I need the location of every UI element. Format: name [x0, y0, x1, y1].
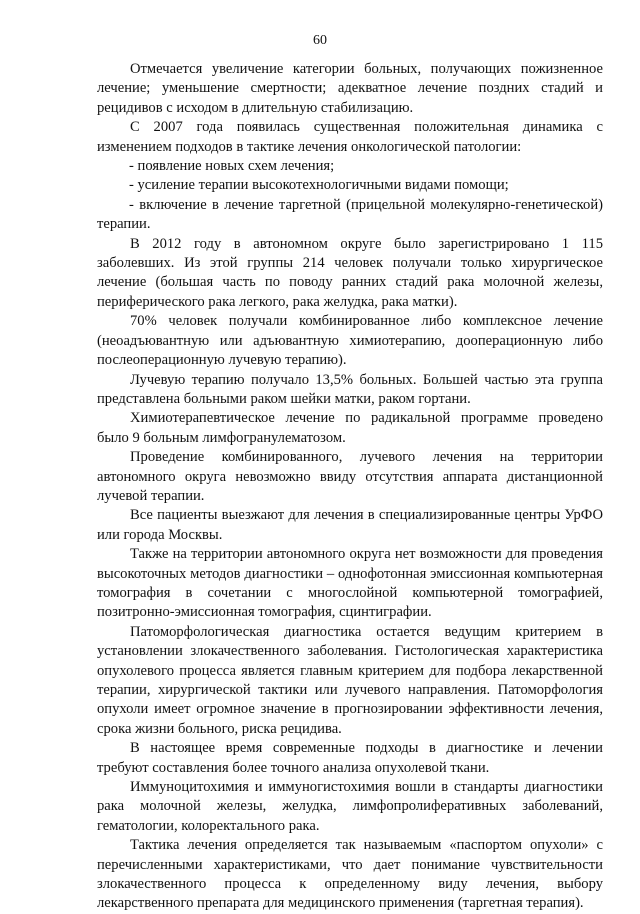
paragraph-no-remote-radiation: Проведение комбинированного, лучевого лечения на территории автономного округа невозможно ввиду отсутствия аппарата дистанционной лучевой терапии.: [97, 449, 603, 504]
paragraph-patients-travel: Все пациенты выезжают для лечения в специализированные центры УрФО или города Москвы.: [97, 507, 603, 543]
paragraph-pathomorphology: Патоморфологическая диагностика остается ведущим критерием в установлении злокачественного заболевания. Гистологическая характеристика опухолевого процесса является главным критерием для подбора лекарственной терапии, хирургической тактики или лучевого направления. Патоморфология опухоли имеет огромное значение в прогнозировании эффективности лечения, срока жизни больного, риска рецидива.: [97, 623, 603, 737]
paragraph-immunochemistry: Иммуноцитохимия и иммуногистохимия вошли в стандарты диагностики рака молочной железы, желудка, лимфопролиферативных заболеваний, гематологии, колоректального рака.: [97, 779, 603, 834]
paragraph-tumor-passport: Тактика лечения определяется так называемым «паспортом опухоли» с перечисленными характеристиками, что дает понимание чувствительности злокачественного процесса к определенному виду лечения, выбору лекарственного препарата для медицинского применения (таргетная терапия).: [97, 837, 603, 912]
paragraph-chemotherapy: Химиотерапевтическое лечение по радикальной программе проведено было 9 больным лимфогранулематозом.: [97, 410, 603, 446]
list-item-high-tech: - усиление терапии высокотехнологичными видами помощи;: [129, 177, 509, 194]
list-item-new-schemes: - появление новых схем лечения;: [129, 158, 335, 175]
paragraph-radiation: Лучевую терапию получало 13,5% больных. Большей частью эта группа представлена больными раком шейки матки, раком гортани.: [97, 371, 603, 407]
paragraph-modern-approaches: В настоящее время современные подходы в диагностике и лечении требуют составления более точного анализа опухолевой ткани.: [97, 740, 603, 776]
body-text: [97, 60, 603, 914]
paragraph-combined-treatment: 70% человек получали комбинированное либо комплексное лечение (неоадъювантную или адъювантную химиотерапию, дооперационную либо послеоперационную лучевую терапию).: [97, 313, 603, 369]
paragraph-2012-registered: В 2012 году в автономном округе было зарегистрировано 1 115 заболевших. Из этой группы 214 человек получали только хирургическое лечение (большая часть по поводу ранних стадий рака молочной железы, периферического рака легкого, рака желудка, рака матки).: [97, 235, 603, 310]
paragraph-outcomes: Отмечается увеличение категории больных, получающих пожизненное лечение; уменьшение смертности; адекватное лечение поздних стадий и рецидивов с исходом в длительную стабилизацию.: [97, 61, 603, 116]
paragraph-2007-dynamics: С 2007 года появилась существенная положительная динамика с изменением подходов в тактике лечения онкологической патологии:: [97, 119, 603, 155]
paragraph-diagnostics-unavailable: Также на территории автономного округа нет возможности для проведения высокоточных методов диагностики – однофотонная эмиссионная компьютерная томография в сочетании с многослойной компьютерной томографией, позитронно-эмиссионная томография, сцинтиграфии.: [97, 546, 603, 621]
list-item-targeted: - включение в лечение таргетной (прицельной молекулярно-генетической) терапии.: [97, 196, 603, 233]
page-number: 60: [313, 33, 327, 48]
